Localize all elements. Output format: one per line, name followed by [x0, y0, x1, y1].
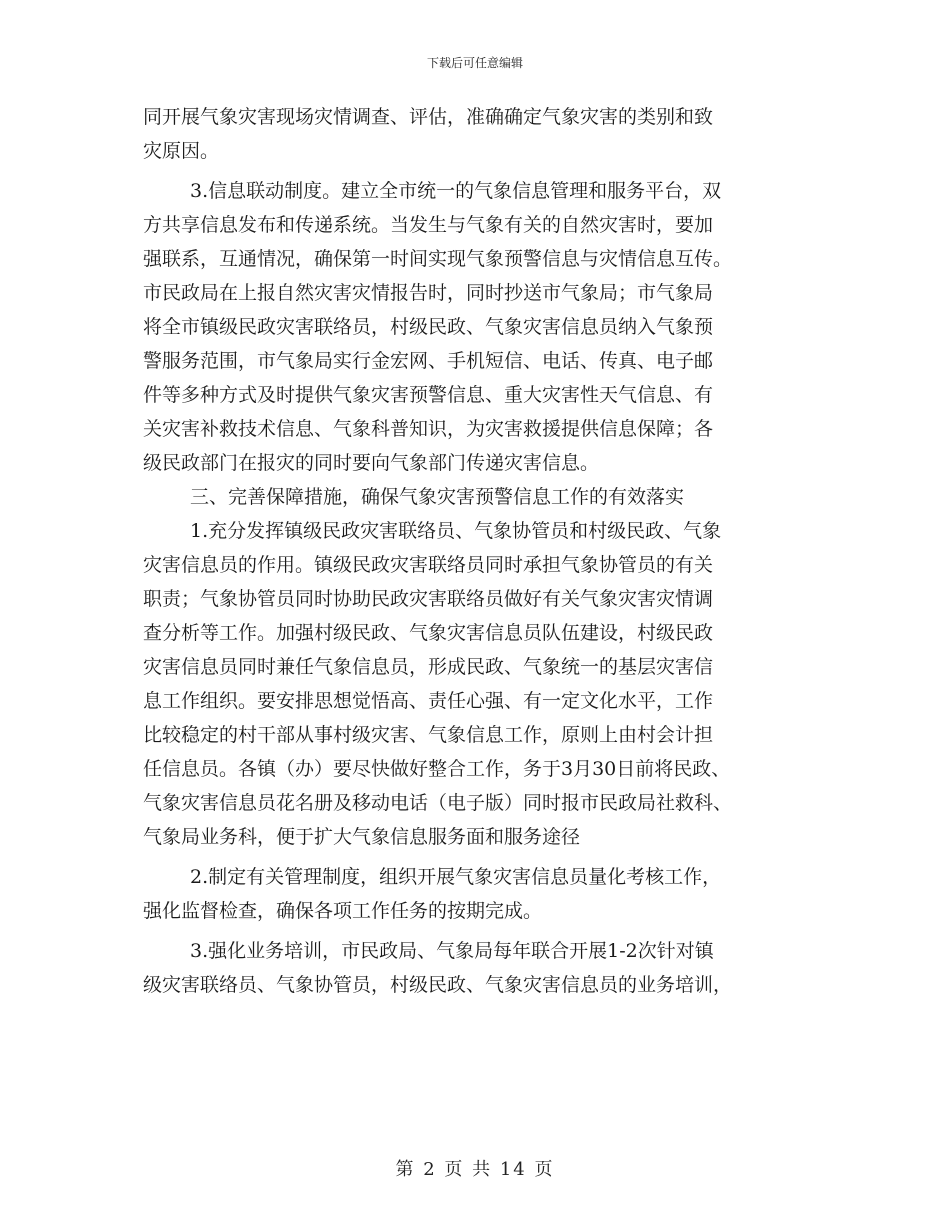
page-header: 下载后可任意编辑 [426, 56, 523, 70]
text-line: 息工作组织。要安排思想觉悟高、责任心强、有一定文化水平，工作 [143, 690, 714, 712]
page-number-footer: 第 2 页 共 14 页 [395, 1159, 555, 1180]
text-line: 比较稳定的村干部从事村级灾害、气象信息工作，原则上由村会计担 [143, 724, 714, 746]
text-line: 级民政部门在报灾的同时要向气象部门传递灾害信息。 [143, 452, 600, 474]
document-body [143, 100, 813, 1002]
text-line: 职责；气象协管员同时协助民政灾害联络员做好有关气象灾害灾情调 [143, 588, 714, 610]
text-line: 气象灾害信息员花名册及移动电话（电子版）同时报市民政局社救科、 [143, 792, 733, 814]
text-line: 市民政局在上报自然灾害灾情报告时，同时抄送市气象局；市气象局 [143, 282, 714, 304]
text-line: 将全市镇级民政灾害联络员，村级民政、气象灾害信息员纳入气象预 [143, 316, 714, 338]
paragraph-first-line: 3.强化业务培训，市民政局、气象局每年联合开展1-2次针对镇 [190, 940, 714, 962]
text-line: 同开展气象灾害现场灾情调查、评估，准确确定气象灾害的类别和致 [143, 106, 714, 128]
section-heading: 三、完善保障措施，确保气象灾害预警信息工作的有效落实 [190, 486, 685, 508]
paragraph-first-line: 1.充分发挥镇级民政灾害联络员、气象协管员和村级民政、气象 [190, 520, 722, 542]
paragraph-first-line: 2.制定有关管理制度，组织开展气象灾害信息员量化考核工作， [190, 866, 722, 888]
text-line: 关灾害补救技术信息、气象科普知识，为灾害救援提供信息保障；各 [143, 418, 714, 440]
text-line: 强联系，互通情况，确保第一时间实现气象预警信息与灾情信息互传。 [143, 248, 733, 270]
text-line: 灾原因。 [143, 140, 220, 162]
text-line: 级灾害联络员、气象协管员，村级民政、气象灾害信息员的业务培训， [143, 974, 733, 996]
text-line: 件等多种方式及时提供气象灾害预警信息、重大灾害性天气信息、有 [143, 384, 714, 406]
text-line: 气象局业务科，便于扩大气象信息服务面和服务途径 [143, 826, 581, 848]
text-line: 强化监督检查，确保各项工作任务的按期完成。 [143, 900, 543, 922]
paragraph-first-line: 3.信息联动制度。建立全市统一的气象信息管理和服务平台，双 [190, 180, 722, 202]
text-line: 警服务范围，市气象局实行金宏网、手机短信、电话、传真、电子邮 [143, 350, 714, 372]
text-line: 灾害信息员的作用。镇级民政灾害联络员同时承担气象协管员的有关 [143, 554, 714, 576]
text-line: 方共享信息发布和传递系统。当发生与气象有关的自然灾害时，要加 [143, 214, 714, 236]
text-line: 任信息员。各镇（办）要尽快做好整合工作，务于3月30日前将民政、 [143, 758, 731, 780]
text-line: 查分析等工作。加强村级民政、气象灾害信息员队伍建设，村级民政 [143, 622, 714, 644]
text-line: 灾害信息员同时兼任气象信息员，形成民政、气象统一的基层灾害信 [143, 656, 714, 678]
